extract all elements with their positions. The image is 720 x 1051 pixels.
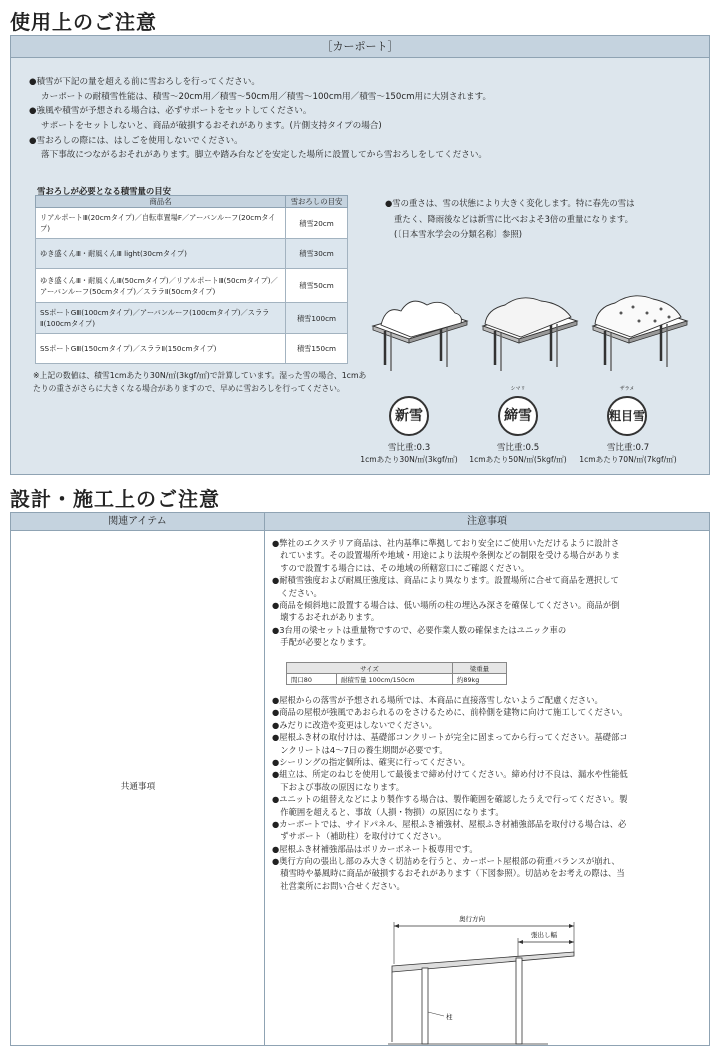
note-line: ください。 xyxy=(272,587,322,598)
post-label: 柱 xyxy=(446,1013,453,1021)
compact-snow-ratio: 雪比重:0.5 xyxy=(496,443,540,453)
note-line: 下および事故の原因になります。 xyxy=(272,781,405,792)
table-row xyxy=(36,269,348,303)
carport-compact-snow-icon xyxy=(483,298,577,371)
note-line: 壊するおそれがあります。 xyxy=(272,612,380,623)
snow-weight-note xyxy=(385,196,705,243)
design-table-header xyxy=(11,513,709,531)
carport-granular-snow-icon xyxy=(593,296,687,371)
related-item-cell xyxy=(11,531,265,1045)
note-line: れています。その設置場所や地域・用途により法規や条例などの制限を受ける場合がありま xyxy=(272,550,620,561)
table-cell-product: ゆき盛くんⅢ・耐風くんⅢ light(30cmタイプ) xyxy=(36,239,286,269)
note-line: ●耐積雪強度および耐風圧強度は、商品により異なります。設置場所に合せて商品を選択して xyxy=(272,575,619,586)
note-line: ●シーリングの指定個所は、確実に行ってください。 xyxy=(272,756,470,767)
note-line: 作範囲を超えると、事故（人損・物損）の原因になります。 xyxy=(272,806,504,817)
snow-footnote: ※上記の数値は、積雪1cmあたり30N/㎡(3kgf/㎡)で計算しています。湿った雪の場合、1cmあたりの重さがさらに大きくなる場合がありますので、早めに雪おろしを行ってください。 xyxy=(33,371,367,393)
snow-load-table xyxy=(35,195,348,364)
new-snow-load: 1cmあたり30N/㎡(3kgf/㎡) xyxy=(360,455,458,464)
note-line: 重たく、降雨後などは新雪に比べおよそ3倍の重量になります。 xyxy=(394,213,633,224)
table-cell-value: 積雪50cm xyxy=(286,269,348,303)
depth-label: 奥行方向 xyxy=(459,915,485,923)
note-line: ●商品を傾斜地に設置する場合は、低い場所の柱の埋込み深さを確保してください。商品が倒 xyxy=(272,599,620,610)
note-line: 手配が必要となります。 xyxy=(272,637,371,648)
table-cell-value: 積雪30cm xyxy=(286,239,348,269)
note-line: ●カーポートでは、サイドパネル、屋根ふき補強材、屋根ふき材補強部品を取付ける場合は、必 xyxy=(272,818,627,829)
note-line: ずサポート（補助柱）を取付けてください。 xyxy=(272,831,447,842)
col-guide: 雪おろしの目安 xyxy=(286,196,348,208)
note-line: ●3台用の梁セットは重量物ですので、必要作業人数の確保またはユニック車の xyxy=(272,624,567,635)
beam-table-cell: 間口80 xyxy=(287,674,337,685)
page-title-design: 設計・施工上のご注意 xyxy=(10,487,220,511)
carport-bullet-line: ●強風や積雪が予想される場合は、必ずサポートをセットしてください。 xyxy=(29,106,312,117)
beam-table-head-weight: 梁重量 xyxy=(453,663,507,674)
table-row xyxy=(36,208,348,239)
carport-bullet-line: ●雪おろしの際には、はしごを使用しないでください。 xyxy=(29,135,243,146)
notes-group-b xyxy=(272,694,702,892)
overhang-diagram xyxy=(388,912,578,1048)
col-product: 商品名 xyxy=(36,196,286,208)
table-row xyxy=(36,239,348,269)
note-line: ●雪の重さは、雪の状態により大きく変化します。特に春先の雪は xyxy=(385,198,635,208)
carport-bullets xyxy=(29,75,689,163)
note-line: 社営業所にお問い合せください。 xyxy=(272,880,405,891)
table-cell-value: 積雪20cm xyxy=(286,208,348,239)
header-notes: 注意事項 xyxy=(467,516,507,527)
compact-snow-ruby: シマリ xyxy=(510,386,526,392)
compact-snow-load: 1cmあたり50N/㎡(5kgf/㎡) xyxy=(469,455,567,464)
common-items-label: 共通事項 xyxy=(120,782,156,792)
note-line: ●組立は、所定のねじを使用して最後まで締め付けてください。締め付け不良は、漏水や性能低 xyxy=(272,769,628,780)
new-snow-ratio: 雪比重:0.3 xyxy=(387,443,431,453)
granular-snow-label: 粗目雪 xyxy=(609,409,646,423)
beam-table-cell: 耐積雪量 100cm/150cm xyxy=(337,674,453,685)
table-cell-product: リアルポートⅢ(20cmタイプ)／自転車置場F／アーバンルーフ(20cmタイプ) xyxy=(36,208,286,239)
note-line: 積雪時や暴風時に商品が破損するおそれがあります（下図参照）。切詰めをお考えの際は、当 xyxy=(272,868,625,879)
table-cell-product: ゆき盛くんⅢ・耐風くんⅢ(50cmタイプ)／リアルポートⅢ(50cmタイプ)／アーバンルーフ(50cmタイプ)／スララⅡ(50cmタイプ) xyxy=(36,269,286,303)
note-line: ンクリートは4〜7日の養生期間が必要です。 xyxy=(272,744,448,755)
granular-snow-badge xyxy=(607,386,647,436)
note-line: ●屋根ふき材の取付けは、基礎部コンクリートが完全に固まってから行ってください。基礎部コ xyxy=(272,732,628,743)
carport-notice-panel xyxy=(10,35,710,475)
header-related-item: 関連アイテム xyxy=(11,513,265,530)
carport-bullet-line: 落下事故につながるおそれがあります。脚立や踏み台などを安定した場所に設置してから雪おろしをしてください。 xyxy=(41,150,488,161)
note-line: ●みだりに改造や変更はしないでください。 xyxy=(272,719,437,730)
note-line: ●屋根からの落雪が予想される場所では、本商品に直接落雪しないようご配慮ください。 xyxy=(272,695,603,705)
note-line: (〔日本雪氷学会の分類名称〕参照) xyxy=(394,229,522,239)
granular-snow-ratio: 雪比重:0.7 xyxy=(606,443,650,453)
beam-table-head-size: サイズ xyxy=(287,663,453,674)
notes-group-a xyxy=(262,537,692,648)
new-snow-badge: 新雪 xyxy=(389,396,429,436)
granular-snow-ruby: ザラメ xyxy=(619,386,635,392)
carport-new-snow-icon xyxy=(373,301,467,371)
overhang-label: 張出し幅 xyxy=(531,931,557,939)
table-cell-product: SSポートGⅢ(150cmタイプ)／スララⅡ(150cmタイプ) xyxy=(36,334,286,364)
note-line: ●商品の屋根が強風であおられるのをさけるために、前枠側を建物に向けて施工してください。 xyxy=(272,707,628,718)
snow-table-title: 雪おろしが必要となる積雪量の目安 xyxy=(37,186,171,196)
notes-column xyxy=(262,537,692,648)
table-cell-value: 積雪100cm xyxy=(286,303,348,334)
compact-snow-label: 締雪 xyxy=(504,408,532,424)
carport-bullet-line: カーポートの耐積雪性能は、積雪〜20cm用／積雪〜50cm用／積雪〜100cm用／積雪〜150cm用に大別されます。 xyxy=(41,91,492,102)
note-line: すので設置する場合には、その地域の所轄窓口にご確認ください。 xyxy=(272,562,530,573)
granular-snow-caption xyxy=(558,443,698,465)
table-row xyxy=(36,303,348,334)
carport-snow-illustrations xyxy=(371,291,701,386)
carport-bullet-line: サポートをセットしないと、商品が破損するおそれがあります。(片側支持タイプの場合) xyxy=(41,121,382,132)
note-line: ●ユニットの組替えなどにより製作する場合は、製作範囲を確認したうえで行ってください。製 xyxy=(272,794,628,805)
carport-header: ［カーポート］ xyxy=(11,36,709,58)
table-row xyxy=(36,334,348,364)
beam-weight-table xyxy=(286,662,507,685)
table-cell-product: SSポートGⅢ(100cmタイプ)／アーバンルーフ(100cmタイプ)／スララⅡ(100cmタイプ) xyxy=(36,303,286,334)
note-line: ●弊社のエクステリア商品は、社内基準に準拠しており安全にご使用いただけるように設計さ xyxy=(272,538,620,548)
beam-table-cell: 約89kg xyxy=(453,674,507,685)
note-line: ●奥行方向の張出し部のみ大きく切詰めを行うと、カーポート屋根部の荷重バランスが崩れ、 xyxy=(272,856,620,867)
compact-snow-badge xyxy=(498,386,538,436)
table-cell-value: 積雪150cm xyxy=(286,334,348,364)
carport-bullet-line: ●積雪が下記の量を超える前に雪おろしを行ってください。 xyxy=(29,77,260,87)
page-title-usage: 使用上のご注意 xyxy=(10,10,157,34)
granular-snow-load: 1cmあたり70N/㎡(7kgf/㎡) xyxy=(579,455,677,464)
note-line: ●屋根ふき材補強部品はポリカーボネート板専用です。 xyxy=(272,843,478,854)
